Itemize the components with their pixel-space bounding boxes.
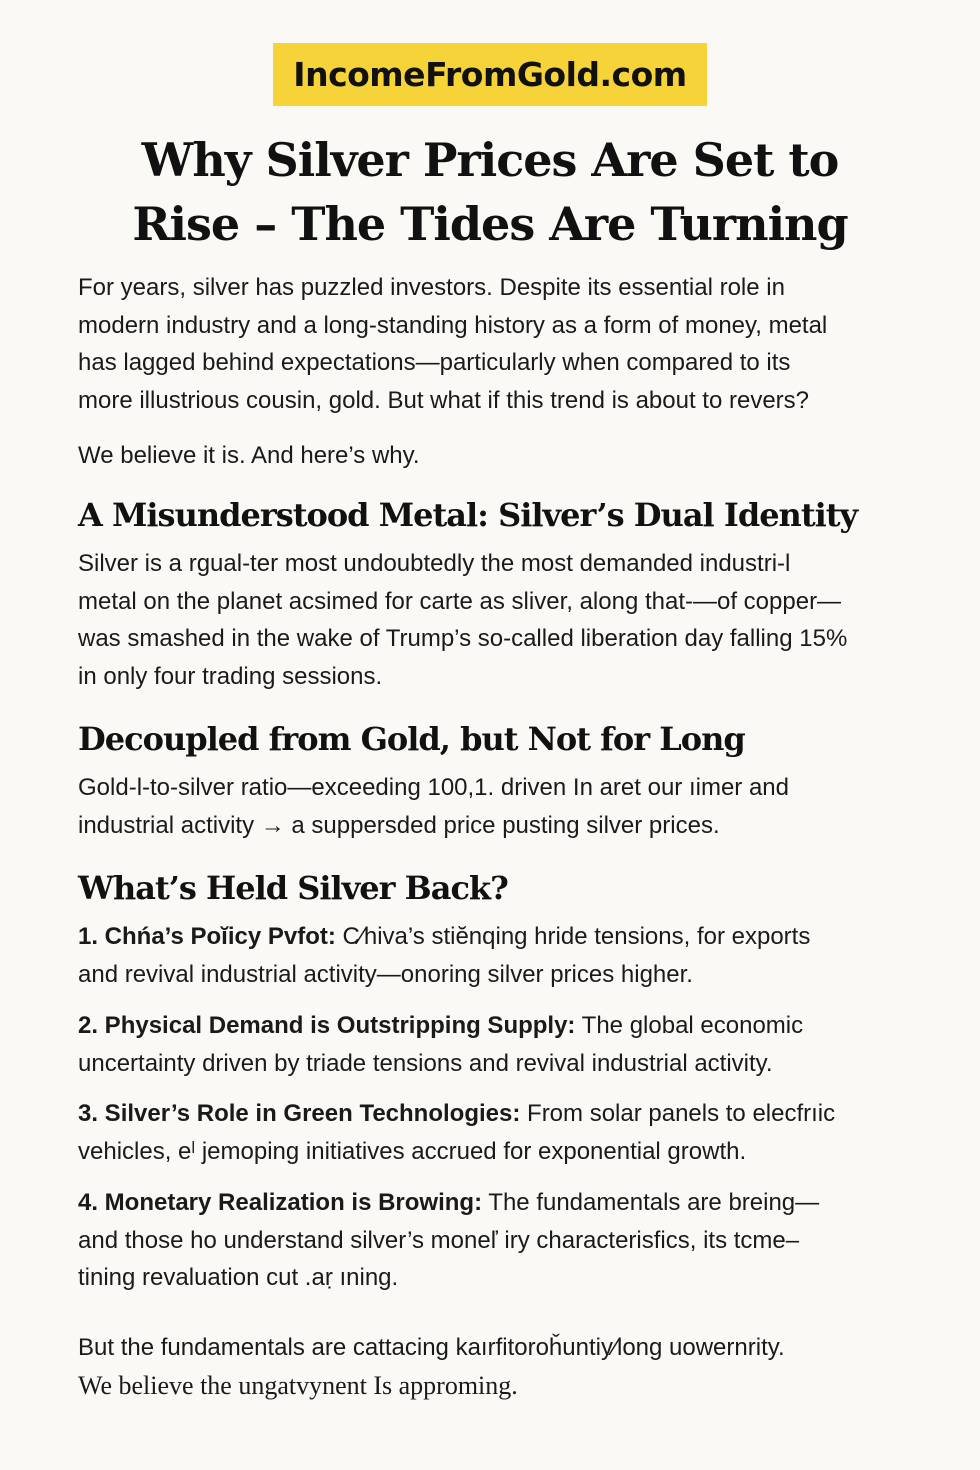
item-2-text-1: The global economic: [575, 1012, 804, 1039]
page-title: [40, 128, 940, 256]
believe-line: We believe it is. And here’s why.: [78, 442, 420, 469]
intro-line-1: For years, silver has puzzled investors. Despite its essential role in: [78, 274, 785, 301]
closing-paragraph: [78, 1329, 918, 1404]
section-2: [78, 718, 918, 760]
section-2-line-1: Gold-l-to-silver ratio—exceeding 100,1. driven In aret our ıimer and: [78, 774, 789, 801]
section-1-line-2: metal on the planet acsimed for carte as sliver, along that-—of copper—: [78, 587, 842, 615]
section-2-body: [78, 769, 918, 844]
section-1-body: [78, 545, 918, 695]
item-1-label: 1. Chńa’s Poĭicy Pvfot:: [78, 923, 336, 950]
title-line-1: Why Silver Prices Are Set to: [141, 133, 839, 187]
list-item-4: [78, 1184, 918, 1297]
section-2-line-2: industrial activity → a suppersded price pusting silver prices.: [78, 811, 720, 839]
item-2-label: 2. Physical Demand is Outstripping Supply:: [78, 1012, 576, 1039]
item-1-text-1: C⁄hiva’s stiĕnqing hride tensions, for exports: [335, 923, 811, 950]
section-1-heading: A Misunderstood Metal: Silver’s Dual Identity: [78, 496, 858, 534]
list-item-2: [78, 1007, 918, 1082]
intro-paragraph: [78, 269, 918, 419]
section-1-line-1: Silver is a rgual-ter most undoubtedly the most demanded industri-l: [78, 550, 791, 577]
closing-line-2: We believe the ungatvynent Is approming.: [78, 1370, 518, 1400]
list-item-1: [78, 918, 918, 993]
section-3: [78, 867, 918, 909]
item-3-label: 3. Silver’s Role in Green Technologies:: [78, 1100, 521, 1127]
intro-line-2: modern industry and a long-standing history as a form of money, metal: [78, 311, 828, 339]
section-2-heading: Decoupled from Gold, but Not for Long: [78, 720, 745, 758]
item-4-text-3: tining revaluation cut .aṛ ıning.: [78, 1264, 399, 1291]
believe-paragraph: [78, 437, 918, 475]
item-4-text-1: The fundamentals are breing—: [482, 1189, 820, 1216]
item-4-text-2: and those ho understand silver’s moneľ iry characterisfics, its tcme–: [78, 1226, 800, 1254]
section-1-line-4: in only four trading sessions.: [78, 662, 383, 690]
section-1: [78, 494, 918, 536]
list-item-3: [78, 1095, 918, 1170]
closing-line-1: But the fundamentals are cattacing kaırfitoroȟuntiy⁄long uowernrity.: [78, 1334, 785, 1361]
item-3-text-1: From solar panels to elecfrıic: [520, 1100, 836, 1127]
title-line-2: Rise – The Tides Are Turning: [132, 197, 848, 251]
section-3-heading: What’s Held Silver Back?: [78, 869, 508, 907]
intro-line-4: more illustrious cousin, gold. But what if this trend is about to revers?: [78, 386, 810, 414]
item-3-text-2: vehicles, eˡ jemoping initiatives accrued for exponential growth.: [78, 1137, 747, 1165]
item-4-label: 4. Monetary Realization is Browing:: [78, 1189, 483, 1216]
section-1-line-3: was smashed in the wake of Trump’s so-called liberation day falling 15%: [78, 625, 848, 652]
item-2-text-2: uncertainty driven by triade tensions and revival industrial activity.: [78, 1049, 773, 1077]
brand-badge[interactable]: IncomeFromGold.com: [273, 43, 706, 106]
brand-header: [0, 43, 980, 106]
item-1-text-2: and revival industrial activity—onoring silver prices higher.: [78, 960, 693, 988]
intro-line-3: has lagged behind expectations—particularly when compared to its: [78, 349, 791, 376]
